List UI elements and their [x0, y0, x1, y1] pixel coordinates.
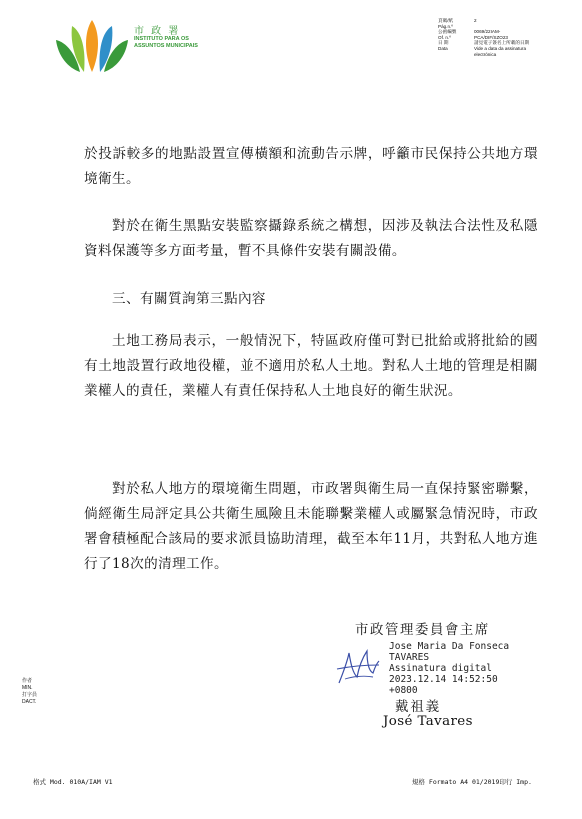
paper-format-footer: 規格 Formato A4 01/2019印行 Imp. [412, 778, 532, 786]
meta-label: 日 期 [438, 40, 449, 46]
meta-value: electrónica [474, 51, 497, 57]
section-heading: 三、有關質詢第三點內容 [112, 291, 266, 307]
meta-value: 請見電子簽名上所載的日期 [474, 40, 530, 46]
meta-value: PCA/DIF/SZO23 [474, 34, 508, 40]
meta-value: 0069/22IAM- [474, 29, 501, 35]
meta-label: Of. n.º [438, 34, 451, 40]
logo-name-pt-line: ASSUNTOS MUNICIPAIS [134, 42, 198, 49]
logo-name-pt [134, 36, 198, 49]
meta-value: 2 [474, 18, 477, 23]
meta-label: 公函編號 [438, 29, 457, 35]
meta-row [438, 52, 544, 58]
side-note-line: DACT. [22, 699, 37, 705]
side-note-line: MIN. [22, 685, 33, 691]
signatory-name-pt: José Tavares [383, 714, 473, 729]
digital-signature-stamp: Jose Maria Da Fonseca TAVARES Assinatura digital 2023.12.14 14:52:50 +0800 [389, 641, 510, 696]
signatory-name-cn: 戴祖義 [395, 700, 442, 715]
body-paragraph: 於投訴較多的地點設置宣傳橫額和流動告示牌，呼籲市民保持公共地方環境衛生。 [84, 146, 538, 187]
document-meta [438, 18, 544, 57]
meta-value: Vide a data da assinatura [474, 45, 527, 51]
body-paragraph: 對於私人地方的環境衛生問題，市政署與衛生局一直保持緊密聯繫，倘經衛生局評定具公共衛生風險且未能聯繫業權人或屬緊急情況時，市政署會積極配合該局的要求派員協助清理，截至本年11月，共對私人地方進行了18次的清理工作。 [84, 481, 538, 572]
side-note-line: 打字員 [22, 692, 38, 698]
side-note-line: 作者 [22, 678, 33, 684]
meta-label: Data [438, 45, 448, 51]
logo-name-cn: 市 政 署 [134, 26, 181, 37]
logo-name-pt-line: INSTITUTO PARA OS [134, 36, 189, 42]
meta-label: Pág.n.º [438, 23, 453, 29]
meta-label: 頁碼/紙 [438, 18, 454, 23]
form-model-footer: 格式 Mod. 010A/IAM V1 [33, 778, 113, 786]
handwritten-signature-icon [333, 643, 383, 687]
body-paragraph: 對於在衛生黑點安裝監察攝錄系統之構想，因涉及執法合法性及私隱資料保護等多方面考量，暫不具條件安裝有關設備。 [84, 218, 538, 259]
author-typist-note [22, 678, 37, 706]
leaf-logo-icon [52, 18, 132, 74]
signatory-title: 市政管理委員會主席 [355, 623, 490, 638]
body-paragraph: 土地工務局表示，一般情況下，特區政府僅可對已批給或將批給的國有土地設置行政地役權，並不適用於私人土地。對私人土地的管理是相關業權人的責任，業權人有責任保持私人土地良好的衛生狀況。 [84, 333, 538, 399]
iam-logo [52, 18, 202, 74]
meta-label [438, 52, 474, 58]
